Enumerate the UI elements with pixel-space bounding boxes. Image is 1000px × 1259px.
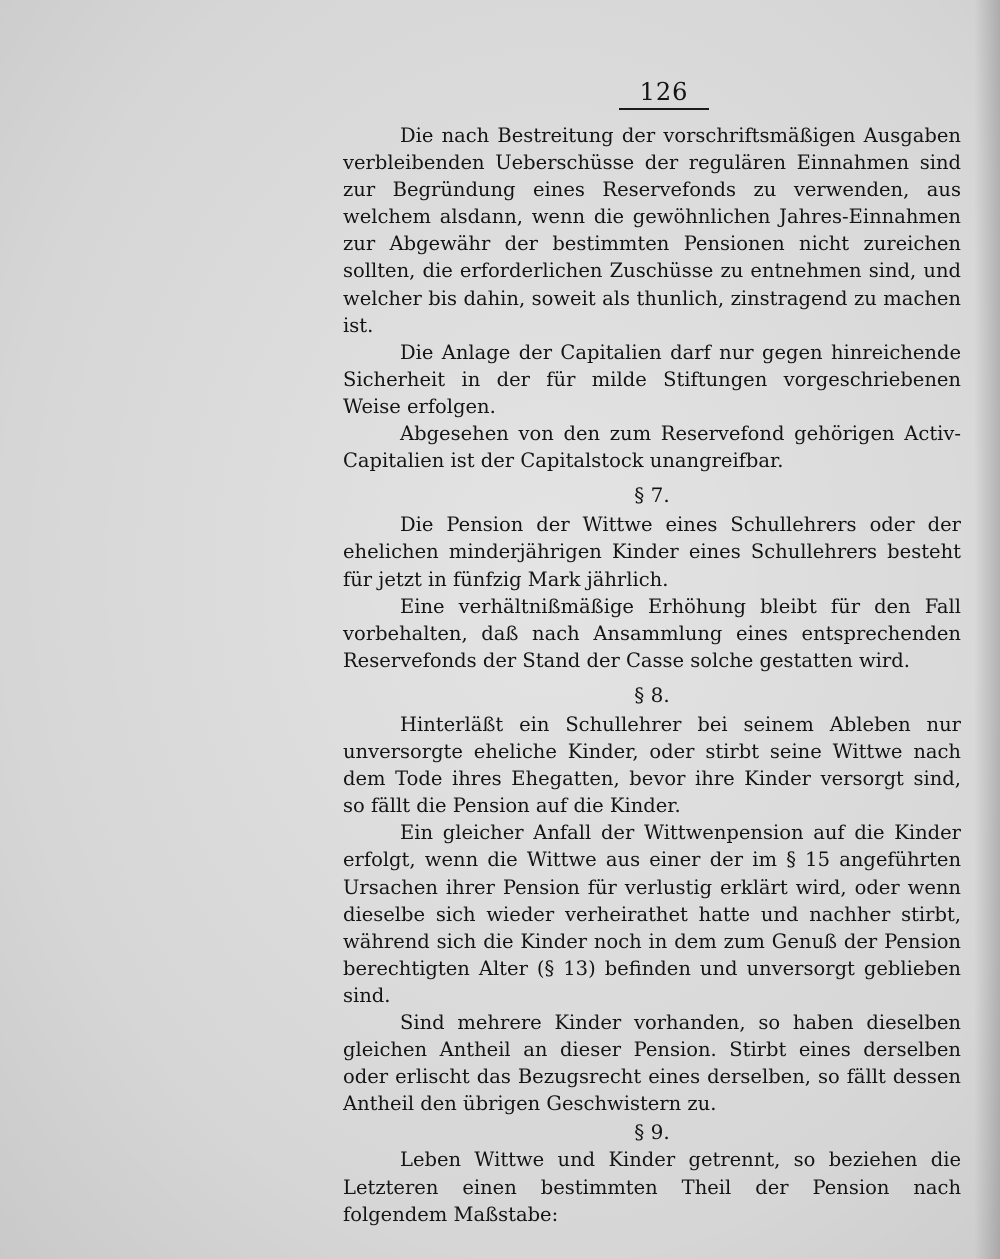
paragraph-wittwenpension-anfall: Ein gleicher Anfall der Wittwenpension auf die Kinder erfolgt, wenn die Wittwe aus einer der im § 15 angeführten Ursachen ihrer Pension für verlustig erklärt wird, oder wenn dieselbe sich wieder verheirathet hatte und nachher stirbt, während sich die Kinder noch in dem zum Genuß der Pension berechtigten Alter (§ 13) befinden und unversorgt geblieben sind. [343, 821, 961, 1007]
page-header [612, 78, 716, 110]
section-heading-7: § 7. [634, 483, 670, 508]
paragraph-separated-living: Leben Wittwe und Kinder getrennt, so beziehen die Letzteren einen bestimmten Theil der Pension nach folgendem Maßstabe: [343, 1148, 961, 1226]
section-heading-8: § 8. [634, 682, 670, 707]
paragraph-pension-to-children: Hinterläßt ein Schullehrer bei seinem Ableben nur unversorgte eheliche Kinder, oder stirbt seine Wittwe nach dem Tode ihres Ehegatten, bevor ihre Kinder versorgt sind, so fällt die Pension auf die Kinder. [343, 712, 961, 818]
paragraph-pension-increase: Eine verhältnißmäßige Erhöhung bleibt für den Fall vorbehalten, daß nach Ansammlung eines entsprechenden Reservefonds der Stand der Casse solche gestatten wird. [343, 594, 961, 672]
paragraph-pension-amount: Die Pension der Wittwe eines Schullehrers oder der ehelichen minderjährigen Kinder eines Schullehrers besteht für jetzt in fünfzig Mark jährlich. [343, 513, 961, 591]
page-number: 126 [639, 78, 689, 106]
paragraph-capitalien-anlage: Die Anlage der Capitalien darf nur gegen hinreichende Sicherheit in der für milde Stiftungen vorgeschriebenen Weise erfolgen. [343, 340, 961, 418]
body-text [343, 122, 961, 1228]
section-heading-9: § 9. [634, 1120, 670, 1145]
page-edge-shadow [974, 0, 1000, 1259]
header-rule [619, 108, 709, 110]
paragraph-capitalstock: Abgesehen von den zum Reservefond gehörigen Activ-Capitalien ist der Capitalstock unangreifbar. [343, 422, 961, 473]
paragraph-reservefonds: Die nach Bestreitung der vorschriftsmäßigen Ausgaben verbleibenden Ueberschüsse der regulären Einnahmen sind zur Begründung eines Reservefonds zu verwenden, aus welchem alsdann, wenn die gewöhnlichen Jahres-Einnahmen zur Abgewähr der bestimmten Pensionen nicht zureichen sollten, die erforderlichen Zuschüsse zu entnehmen sind, und welcher bis dahin, soweit als thunlich, zinstragend zu machen ist. [343, 124, 961, 337]
paragraph-several-children: Sind mehrere Kinder vorhanden, so haben dieselben gleichen Antheil an dieser Pension. Stirbt eines derselben oder erlischt das Bezugsrecht eines derselben, so fällt dessen Antheil den übrigen Geschwistern zu. [343, 1011, 961, 1116]
